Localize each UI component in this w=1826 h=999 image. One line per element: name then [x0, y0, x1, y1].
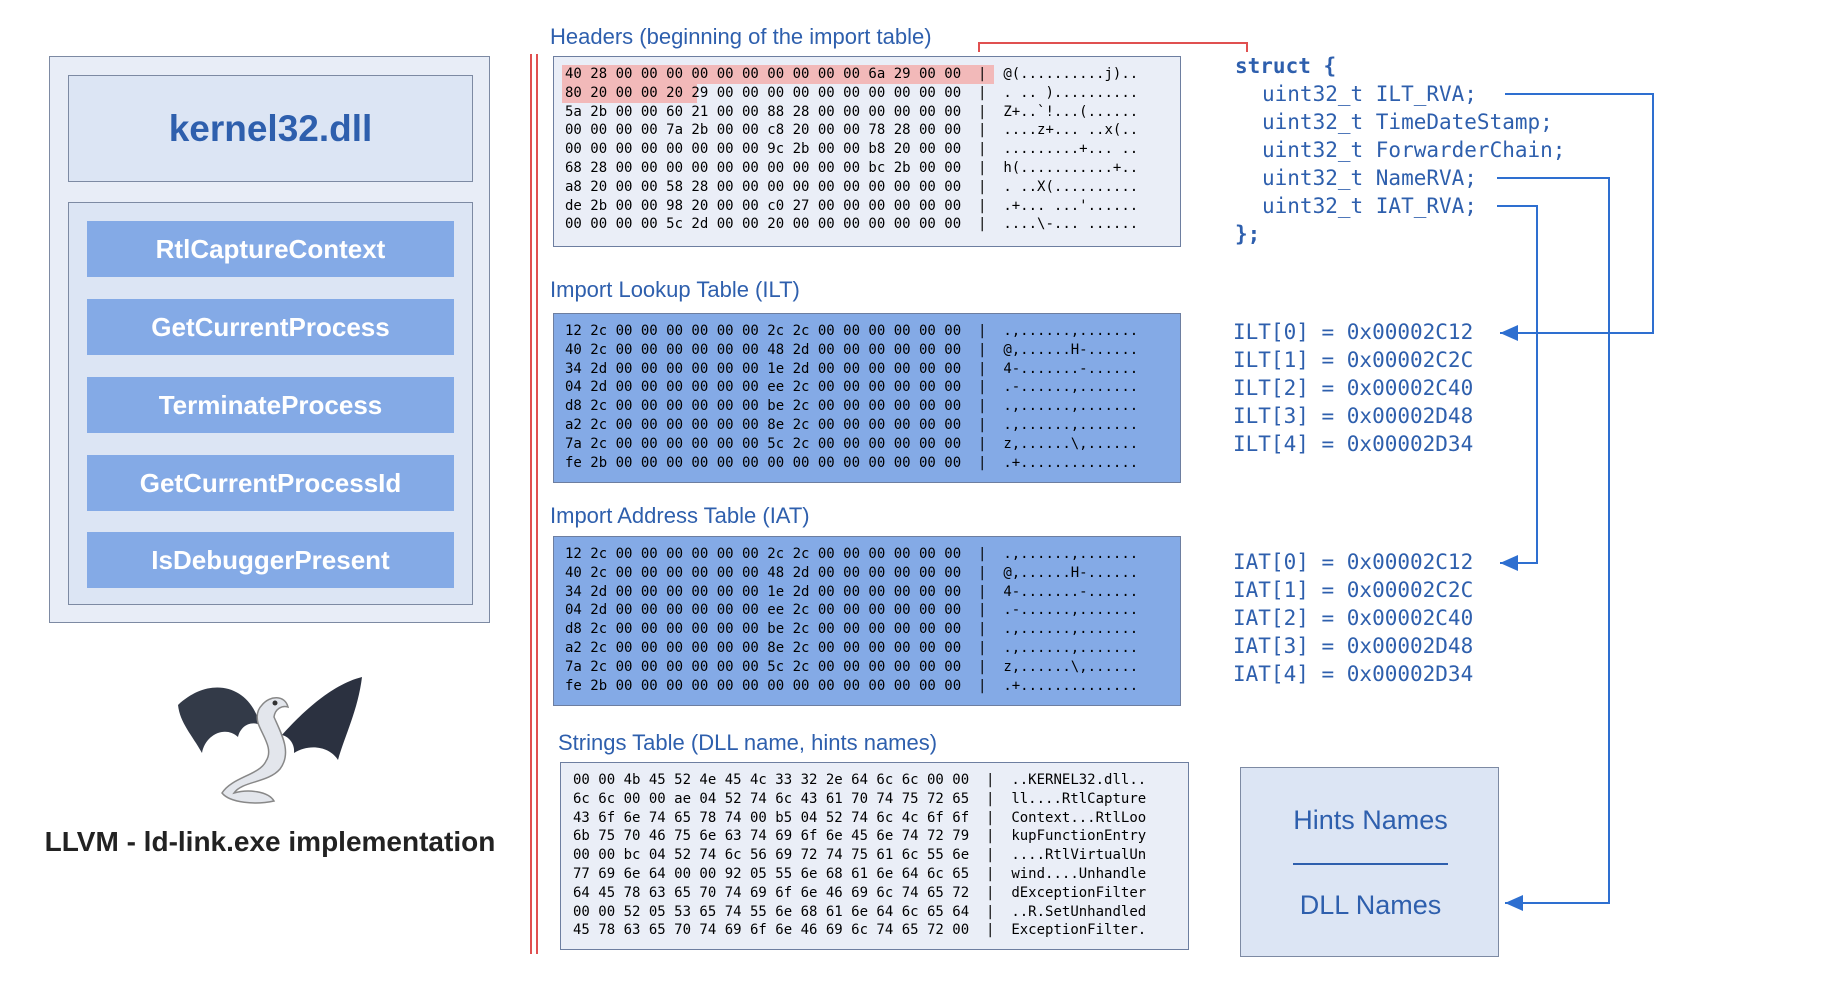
- function-item: RtlCaptureContext: [87, 221, 454, 277]
- hex-ascii: ExceptionFilter.: [1011, 922, 1147, 939]
- arrow-ilt-rva: [1500, 94, 1653, 333]
- hex-bytes: 04 2d 00 00 00 00 00 00 ee 2c 00 00 00 00 00 00: [565, 379, 962, 396]
- hex-bytes: 34 2d 00 00 00 00 00 00 1e 2d 00 00 00 00 00 00: [565, 583, 962, 600]
- arrow-name-rva: [1497, 178, 1609, 903]
- hex-row: 6c 6c 00 00 ae 04 52 74 6c 43 61 70 74 75 72 65 | ll....RtlCapture: [573, 790, 1147, 807]
- hex-ascii: .........+... ..: [1003, 141, 1139, 158]
- hex-ascii: ll....RtlCapture: [1011, 790, 1147, 807]
- hex-ascii: z,......\,......: [1003, 435, 1139, 452]
- hex-ascii: ....RtlVirtualUn: [1011, 847, 1147, 864]
- hex-bytes: 12 2c 00 00 00 00 00 00 2c 2c 00 00 00 00 00 00: [565, 546, 962, 562]
- hex-bytes: de 2b 00 00 98 20 00 00 c0 27 00 00 00 00 00 00: [565, 197, 962, 214]
- hex-row: a2 2c 00 00 00 00 00 00 8e 2c 00 00 00 00 00 00 | .,......,.......: [565, 417, 1139, 433]
- iat-entry: IAT[3] = 0x00002D48: [1233, 634, 1474, 658]
- hex-ascii: .,......,.......: [1003, 323, 1139, 339]
- hex-row: a8 20 00 00 58 28 00 00 00 00 00 00 00 00 00 00 | . ..X(..........: [565, 178, 1139, 195]
- hex-bytes: 43 6f 6e 74 65 78 74 00 b5 04 52 74 6c 4c 6f 6f: [573, 809, 970, 826]
- hex-bytes: 00 00 4b 45 52 4e 45 4c 33 32 2e 64 6c 6c 00 00: [573, 772, 970, 788]
- hex-bytes: 7a 2c 00 00 00 00 00 00 5c 2c 00 00 00 00 00 00: [565, 435, 962, 452]
- hex-ascii: Context...RtlLoo: [1011, 809, 1147, 826]
- hex-row: 00 00 00 00 7a 2b 00 00 c8 20 00 00 78 28 00 00 | ....z+... ..x(..: [565, 122, 1139, 139]
- hex-row: fe 2b 00 00 00 00 00 00 00 00 00 00 00 00 00 00 | .+..............: [565, 677, 1139, 694]
- hex-ascii: 4-.......-......: [1003, 360, 1139, 377]
- hex-bytes: 34 2d 00 00 00 00 00 00 1e 2d 00 00 00 00 00 00: [565, 360, 962, 377]
- struct-open: struct {: [1235, 54, 1337, 78]
- hex-row: 00 00 00 00 00 00 00 00 9c 2b 00 00 b8 20 00 00 | .........+... ..: [565, 141, 1139, 158]
- hex-ascii: .,......,.......: [1003, 546, 1139, 562]
- hex-row: d8 2c 00 00 00 00 00 00 be 2c 00 00 00 00 00 00 | .,......,.......: [565, 621, 1139, 638]
- iat-entry: IAT[4] = 0x00002D34: [1233, 662, 1474, 686]
- hex-ascii: @,......H-......: [1003, 341, 1139, 358]
- hex-ascii: .-......,.......: [1003, 602, 1139, 619]
- function-item: IsDebuggerPresent: [87, 532, 454, 588]
- hex-ascii: .-......,.......: [1003, 379, 1139, 396]
- hex-row: fe 2b 00 00 00 00 00 00 00 00 00 00 00 00 00 00 | .+..............: [565, 454, 1139, 471]
- hex-row: 64 45 78 63 65 70 74 69 6f 6e 46 69 6c 74 65 72 | dExceptionFilter: [573, 884, 1147, 901]
- hex-bytes: 6c 6c 00 00 ae 04 52 74 6c 43 61 70 74 75 72 65: [573, 790, 970, 807]
- hex-bytes: 77 69 6e 64 00 00 92 05 55 6e 68 61 6e 64 6c 65: [573, 866, 970, 882]
- hex-bytes: 04 2d 00 00 00 00 00 00 ee 2c 00 00 00 00 00 00: [565, 602, 962, 619]
- hex-bytes: 00 00 00 00 00 00 00 00 9c 2b 00 00 b8 20 00 00: [565, 141, 962, 158]
- hex-bytes: 00 00 52 05 53 65 74 55 6e 68 61 6e 64 6c 65 64: [573, 903, 970, 920]
- hex-bytes: 40 28 00 00 00 00 00 00 00 00 00 00 6a 29 00 00: [565, 66, 962, 82]
- hex-row: 34 2d 00 00 00 00 00 00 1e 2d 00 00 00 00 00 00 | 4-.......-......: [565, 583, 1139, 600]
- hex-row: 00 00 00 00 5c 2d 00 00 20 00 00 00 00 00 00 00 | ....\-... ......: [565, 216, 1139, 233]
- hex-ascii: .+... ...'......: [1003, 197, 1139, 214]
- hex-ascii: 4-.......-......: [1003, 583, 1139, 600]
- hex-row: a2 2c 00 00 00 00 00 00 8e 2c 00 00 00 00 00 00 | .,......,.......: [565, 640, 1139, 656]
- hex-ascii: .,......,.......: [1003, 417, 1139, 433]
- hex-row: 7a 2c 00 00 00 00 00 00 5c 2c 00 00 00 00 00 00 | z,......\,......: [565, 658, 1139, 675]
- ilt-entry: ILT[0] = 0x00002C12: [1233, 320, 1474, 344]
- ilt-entry: ILT[4] = 0x00002D34: [1233, 432, 1474, 456]
- llvm-caption: LLVM - ld-link.exe implementation: [44, 826, 496, 857]
- hex-bytes: 80 20 00 00 20 29 00 00 00 00 00 00 00 00 00 00: [565, 84, 962, 101]
- struct-field-name-rva: uint32_t NameRVA;: [1262, 166, 1477, 190]
- hex-row: 80 20 00 00 20 29 00 00 00 00 00 00 00 00 00 00 | . .. )..........: [565, 84, 1139, 101]
- dll-title: kernel32.dll: [68, 75, 473, 182]
- hex-row: 6b 75 70 46 75 6e 63 74 69 6f 6e 45 6e 74 72 79 | kupFunctionEntry: [573, 828, 1147, 845]
- hex-ascii: Z+..`!...(......: [1003, 103, 1139, 120]
- hex-bytes: 00 00 bc 04 52 74 6c 56 69 72 74 75 61 6c 55 6e: [573, 847, 970, 864]
- hex-row: 43 6f 6e 74 65 78 74 00 b5 04 52 74 6c 4c 6f 6f | Context...RtlLoo: [573, 809, 1147, 826]
- hex-ascii: .+..............: [1003, 677, 1139, 694]
- hex-bytes: 68 28 00 00 00 00 00 00 00 00 00 00 bc 2b 00 00: [565, 160, 962, 176]
- hex-ascii: .+..............: [1003, 454, 1139, 471]
- hex-bytes: 40 2c 00 00 00 00 00 00 48 2d 00 00 00 00 00 00: [565, 564, 962, 581]
- iat-entry: IAT[1] = 0x00002C2C: [1233, 578, 1474, 602]
- hex-row: 40 28 00 00 00 00 00 00 00 00 00 00 6a 29 00 00 | @(..........j)..: [565, 66, 1139, 82]
- hex-ascii: ..R.SetUnhandled: [1011, 903, 1147, 920]
- hex-bytes: 6b 75 70 46 75 6e 63 74 69 6f 6e 45 6e 74 72 79: [573, 828, 970, 845]
- hex-bytes: fe 2b 00 00 00 00 00 00 00 00 00 00 00 00 00 00: [565, 677, 962, 694]
- hex-row: 68 28 00 00 00 00 00 00 00 00 00 00 bc 2b 00 00 | h(...........+..: [565, 160, 1139, 176]
- hex-row: 00 00 bc 04 52 74 6c 56 69 72 74 75 61 6c 55 6e | ....RtlVirtualUn: [573, 847, 1147, 864]
- hex-bytes: fe 2b 00 00 00 00 00 00 00 00 00 00 00 00 00 00: [565, 454, 962, 471]
- hex-ascii: .,......,.......: [1003, 398, 1139, 415]
- hex-row: 34 2d 00 00 00 00 00 00 1e 2d 00 00 00 00 00 00 | 4-.......-......: [565, 360, 1139, 377]
- hex-bytes: 5a 2b 00 00 60 21 00 00 88 28 00 00 00 00 00 00: [565, 103, 962, 120]
- hex-row: 04 2d 00 00 00 00 00 00 ee 2c 00 00 00 00 00 00 | .-......,.......: [565, 602, 1139, 619]
- hex-ascii: . ..X(..........: [1003, 178, 1139, 195]
- hex-ascii: . .. )..........: [1003, 84, 1139, 101]
- hex-bytes: d8 2c 00 00 00 00 00 00 be 2c 00 00 00 00 00 00: [565, 621, 962, 638]
- function-item: GetCurrentProcessId: [87, 455, 454, 511]
- hex-bytes: a2 2c 00 00 00 00 00 00 8e 2c 00 00 00 00 00 00: [565, 640, 962, 656]
- hex-row: 00 00 52 05 53 65 74 55 6e 68 61 6e 64 6c 65 64 | ..R.SetUnhandled: [573, 903, 1147, 920]
- iat-entry: IAT[2] = 0x00002C40: [1233, 606, 1474, 630]
- hex-ascii: ....z+... ..x(..: [1003, 122, 1139, 139]
- hex-row: 5a 2b 00 00 60 21 00 00 88 28 00 00 00 00 00 00 | Z+..`!...(......: [565, 103, 1139, 120]
- hex-ascii: .,......,.......: [1003, 621, 1139, 638]
- hex-row: 40 2c 00 00 00 00 00 00 48 2d 00 00 00 00 00 00 | @,......H-......: [565, 564, 1139, 581]
- hex-row: 12 2c 00 00 00 00 00 00 2c 2c 00 00 00 00 00 00 | .,......,.......: [565, 546, 1139, 562]
- ilt-title: Import Lookup Table (ILT): [550, 277, 800, 302]
- hex-ascii: h(...........+..: [1003, 160, 1139, 176]
- hex-row: 00 00 4b 45 52 4e 45 4c 33 32 2e 64 6c 6c 00 00 | ..KERNEL32.dll..: [573, 772, 1147, 788]
- hex-bytes: 00 00 00 00 7a 2b 00 00 c8 20 00 00 78 28 00 00: [565, 122, 962, 139]
- hex-bytes: 12 2c 00 00 00 00 00 00 2c 2c 00 00 00 00 00 00: [565, 323, 962, 339]
- hex-row: 45 78 63 65 70 74 69 6f 6e 46 69 6c 74 65 72 00 | ExceptionFilter.: [573, 922, 1147, 939]
- hex-ascii: ..KERNEL32.dll..: [1011, 772, 1147, 788]
- dll-names-label: DLL Names: [1299, 890, 1442, 920]
- hex-bytes: 45 78 63 65 70 74 69 6f 6e 46 69 6c 74 65 72 00: [573, 922, 970, 939]
- struct-field-timestamp: uint32_t TimeDateStamp;: [1262, 110, 1553, 134]
- ilt-entry: ILT[2] = 0x00002C40: [1233, 376, 1474, 400]
- hex-row: 40 2c 00 00 00 00 00 00 48 2d 00 00 00 00 00 00 | @,......H-......: [565, 341, 1139, 358]
- hex-ascii: @(..........j)..: [1003, 66, 1139, 82]
- struct-field-iat-rva: uint32_t IAT_RVA;: [1262, 194, 1477, 218]
- arrow-iat-rva: [1497, 206, 1537, 563]
- hints-names-label: Hints Names: [1293, 805, 1448, 835]
- hex-ascii: dExceptionFilter: [1011, 884, 1147, 901]
- hex-ascii: ....\-... ......: [1003, 216, 1139, 233]
- struct-close: };: [1235, 222, 1261, 246]
- hex-row: 7a 2c 00 00 00 00 00 00 5c 2c 00 00 00 00 00 00 | z,......\,......: [565, 435, 1139, 452]
- hex-bytes: a2 2c 00 00 00 00 00 00 8e 2c 00 00 00 00 00 00: [565, 417, 962, 433]
- hex-bytes: a8 20 00 00 58 28 00 00 00 00 00 00 00 00 00 00: [565, 178, 962, 195]
- struct-field-forwarder: uint32_t ForwarderChain;: [1262, 138, 1566, 162]
- hex-row: d8 2c 00 00 00 00 00 00 be 2c 00 00 00 00 00 00 | .,......,.......: [565, 398, 1139, 415]
- strings-title: Strings Table (DLL name, hints names): [558, 730, 938, 755]
- iat-entry: IAT[0] = 0x00002C12: [1233, 550, 1474, 574]
- hex-row: 04 2d 00 00 00 00 00 00 ee 2c 00 00 00 00 00 00 | .-......,.......: [565, 379, 1139, 396]
- function-item: GetCurrentProcess: [87, 299, 454, 355]
- headers-title: Headers (beginning of the import table): [550, 24, 932, 49]
- hex-row: 12 2c 00 00 00 00 00 00 2c 2c 00 00 00 00 00 00 | .,......,.......: [565, 323, 1139, 339]
- hex-ascii: kupFunctionEntry: [1011, 828, 1147, 845]
- ilt-entry: ILT[1] = 0x00002C2C: [1233, 348, 1474, 372]
- iat-title: Import Address Table (IAT): [550, 503, 810, 528]
- hex-bytes: 00 00 00 00 5c 2d 00 00 20 00 00 00 00 00 00 00: [565, 216, 962, 233]
- hex-ascii: @,......H-......: [1003, 564, 1139, 581]
- hex-bytes: 40 2c 00 00 00 00 00 00 48 2d 00 00 00 00 00 00: [565, 341, 962, 358]
- hex-row: 77 69 6e 64 00 00 92 05 55 6e 68 61 6e 64 6c 65 | wind....Unhandle: [573, 866, 1147, 882]
- hex-ascii: z,......\,......: [1003, 658, 1139, 675]
- ilt-entry: ILT[3] = 0x00002D48: [1233, 404, 1474, 428]
- function-item: TerminateProcess: [87, 377, 454, 433]
- hex-ascii: wind....Unhandle: [1011, 866, 1147, 882]
- hex-bytes: 64 45 78 63 65 70 74 69 6f 6e 46 69 6c 74 65 72: [573, 884, 970, 901]
- hex-bytes: d8 2c 00 00 00 00 00 00 be 2c 00 00 00 00 00 00: [565, 398, 962, 415]
- hex-ascii: .,......,.......: [1003, 640, 1139, 656]
- struct-field-ilt-rva: uint32_t ILT_RVA;: [1262, 82, 1477, 106]
- hex-row: de 2b 00 00 98 20 00 00 c0 27 00 00 00 00 00 00 | .+... ...'......: [565, 197, 1139, 214]
- hex-bytes: 7a 2c 00 00 00 00 00 00 5c 2c 00 00 00 00 00 00: [565, 658, 962, 675]
